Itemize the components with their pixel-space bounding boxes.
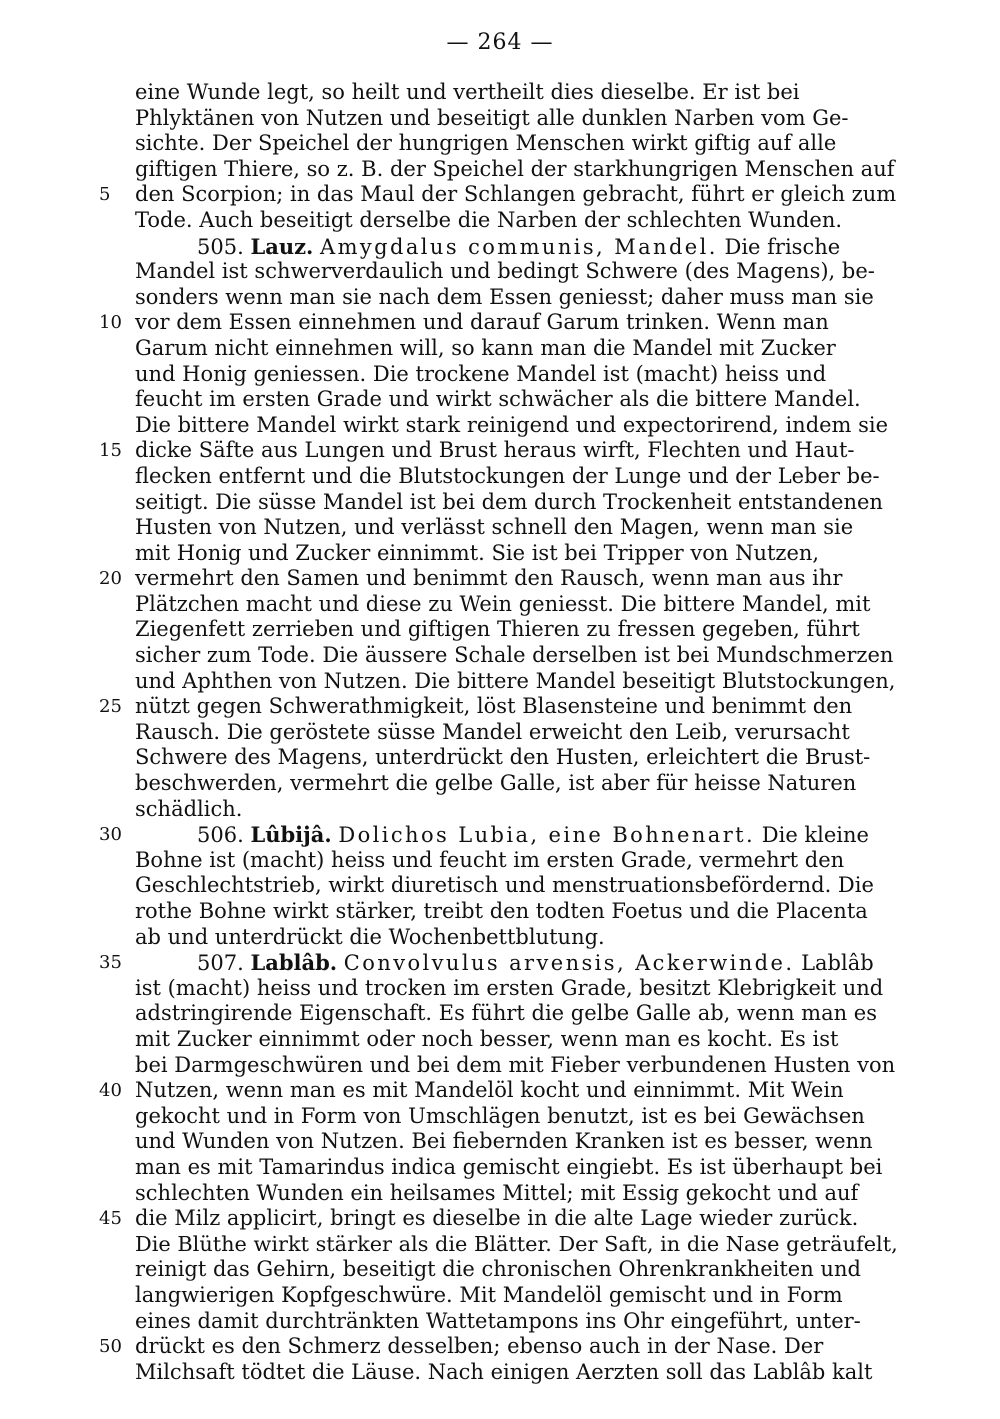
line-text: drückt es den Schmerz desselben; ebenso auch in der Nase. Der [135, 1334, 824, 1359]
line-text: Lablâb [801, 951, 874, 976]
line-text: feucht im ersten Grade und wirkt schwächer als die bittere Mandel. [135, 387, 861, 412]
line-text: Husten von Nutzen, und verlässt schnell den Magen, wenn man sie [135, 515, 854, 540]
line-text: Rausch. Die geröstete süsse Mandel erweicht den Leib, verursacht [135, 719, 850, 744]
line-number: 35 [99, 952, 122, 974]
line-text: Bohne ist (macht) heiss und feucht im ersten Grade, vermehrt den [135, 847, 845, 872]
line-text: giftigen Thiere, so z. B. der Speichel der starkhungrigen Menschen auf [135, 156, 895, 181]
line-number: 50 [99, 1336, 122, 1358]
line-content [135, 1283, 843, 1307]
line-content [135, 362, 826, 386]
line-content [135, 1104, 865, 1128]
line-content [197, 235, 840, 259]
text-line [135, 1257, 898, 1283]
line-content [197, 823, 869, 847]
line-content [135, 899, 868, 923]
text-line [135, 1155, 898, 1181]
text-line [135, 1053, 898, 1079]
line-text: den Scorpion; in das Maul der Schlangen gebracht, führt er gleich zum [135, 182, 897, 207]
text-line [135, 490, 898, 516]
text-line [99, 1206, 898, 1232]
line-text: mit Zucker einnimmt oder noch besser, wenn man es kocht. Es ist [135, 1026, 839, 1051]
line-content [135, 387, 861, 411]
line-text: nützt gegen Schwerathmigkeit, löst Blasensteine und benimmt den [135, 694, 853, 719]
text-line [135, 1232, 898, 1258]
botanical-name: Convolvulus arvensis, Ackerwinde. [343, 951, 795, 976]
line-content [135, 157, 895, 181]
line-content [135, 797, 242, 821]
line-content [135, 182, 896, 206]
line-text: Schwere des Magens, unterdrückt den Husten, erleichtert die Brust- [135, 745, 871, 770]
line-number: 25 [99, 696, 122, 718]
line-content [135, 873, 874, 897]
line-content [135, 515, 853, 539]
text-line [135, 362, 898, 388]
line-content [135, 490, 883, 514]
entry-headword: Lûbijâ. [250, 822, 332, 848]
text-line [135, 873, 898, 899]
text-line [135, 259, 898, 285]
line-text: schlechten Wunden ein heilsames Mittel; mit Essig gekocht und auf [135, 1180, 859, 1205]
line-content [135, 1309, 861, 1333]
text-line [99, 310, 898, 336]
text-line [135, 515, 898, 541]
line-text: sichte. Der Speichel der hungrigen Menschen wirkt giftig auf alle [135, 131, 837, 156]
text-line [135, 720, 898, 746]
text-line [99, 438, 898, 464]
line-text: Tode. Auch beseitigt derselbe die Narben der schlechten Wunden. [135, 207, 843, 232]
line-number: 5 [99, 184, 111, 206]
line-content [135, 617, 860, 641]
line-content [135, 1232, 898, 1256]
line-text: gekocht und in Form von Umschlägen benutzt, ist es bei Gewächsen [135, 1103, 865, 1128]
text-line [135, 1283, 898, 1309]
line-content [135, 643, 893, 667]
line-content [135, 285, 874, 309]
line-number: 15 [99, 440, 122, 462]
text-line [135, 643, 898, 669]
text-line [135, 464, 898, 490]
line-text: vermehrt den Samen und benimmt den Rausch, wenn man aus ihr [135, 566, 843, 591]
line-content [135, 745, 870, 769]
line-text: mit Honig und Zucker einnimmt. Sie ist bei Tripper von Nutzen, [135, 540, 820, 565]
line-text: Milchsaft tödtet die Läuse. Nach einigen Aerzten soll das Lablâb kalt [135, 1359, 873, 1384]
text-line [99, 950, 898, 976]
text-line [135, 1104, 898, 1130]
line-text: Nutzen, wenn man es mit Mandelöl kocht und einnimmt. Mit Wein [135, 1078, 844, 1103]
text-line [135, 976, 898, 1002]
line-text: ist (macht) heiss und trocken im ersten Grade, besitzt Klebrigkeit und [135, 975, 884, 1000]
line-text: reinigt das Gehirn, beseitigt die chronischen Ohrenkrankheiten und [135, 1257, 861, 1282]
text-line [135, 208, 898, 234]
text-line [135, 592, 898, 618]
line-text: ab und unterdrückt die Wochenbettblutung. [135, 924, 605, 949]
line-text: die Milz applicirt, bringt es dieselbe in die alte Lage wieder zurück. [135, 1206, 859, 1231]
text-line [135, 745, 898, 771]
line-text: man es mit Tamarindus indica gemischt eingiebt. Es ist überhaupt bei [135, 1154, 883, 1179]
entry-number: 507. [197, 951, 244, 976]
line-number: 10 [99, 312, 122, 334]
text-line [135, 1129, 898, 1155]
line-content [135, 80, 800, 104]
line-content [135, 1257, 861, 1281]
text-line [135, 1309, 898, 1335]
text-line [135, 797, 898, 823]
text-line [135, 1001, 898, 1027]
line-content [135, 310, 829, 334]
text-line [99, 566, 898, 592]
text-line [135, 617, 898, 643]
text-line [99, 694, 898, 720]
line-text: Mandel ist schwerverdaulich und bedingt Schwere (des Magens), be- [135, 259, 875, 284]
line-content [135, 1001, 877, 1025]
line-content [135, 259, 875, 283]
text-line [99, 1334, 898, 1360]
text-line [135, 336, 898, 362]
line-content [135, 413, 888, 437]
line-text: eines damit durchtränkten Wattetampons ins Ohr eingeführt, unter- [135, 1308, 861, 1333]
line-text: vor dem Essen einnehmen und darauf Garum trinken. Wenn man [135, 310, 829, 335]
line-text: Ziegenfett zerrieben und giftigen Thieren zu fressen gegeben, führt [135, 617, 860, 642]
page-number: — 264 — [446, 30, 554, 55]
text-line [135, 106, 898, 132]
line-content [135, 438, 855, 462]
text-line [135, 285, 898, 311]
botanical-name: Amygdalus communis, Mandel. [320, 234, 718, 259]
line-content [135, 1027, 838, 1051]
text-line [135, 80, 898, 106]
text-line [135, 925, 898, 951]
line-text: eine Wunde legt, so heilt und vertheilt dies dieselbe. Er ist bei [135, 80, 800, 104]
line-number: 20 [99, 568, 122, 590]
line-text: sonders wenn man sie nach dem Essen geniesst; daher muss man sie [135, 284, 874, 309]
text-line [135, 848, 898, 874]
line-content [135, 592, 870, 616]
line-content [135, 976, 883, 1000]
body-text [99, 80, 898, 1385]
line-content [135, 694, 852, 718]
line-content [135, 1053, 895, 1077]
line-text: und Honig geniessen. Die trockene Mandel ist (macht) heiss und [135, 361, 827, 386]
line-content [135, 1206, 858, 1230]
line-content [135, 1360, 872, 1384]
line-text: Die kleine [761, 823, 869, 848]
line-text: Garum nicht einnehmen will, so kann man die Mandel mit Zucker [135, 335, 836, 360]
line-content [135, 669, 895, 693]
text-line [135, 157, 898, 183]
text-line [135, 234, 898, 260]
text-line [135, 669, 898, 695]
line-text: Phlyktänen von Nutzen und beseitigt alle dunklen Narben vom Ge- [135, 105, 849, 130]
line-content [135, 1129, 873, 1153]
line-text: bei Darmgeschwüren und bei dem mit Fieber verbundenen Husten von [135, 1052, 896, 1077]
line-content [135, 771, 856, 795]
line-content [135, 1155, 882, 1179]
entry-headword: Lablâb. [250, 950, 338, 976]
line-text: seitigt. Die süsse Mandel ist bei dem durch Trockenheit entstandenen [135, 489, 883, 514]
line-content [135, 131, 836, 155]
line-text: rothe Bohne wirkt stärker, treibt den todten Foetus und die Placenta [135, 899, 868, 923]
line-content [135, 566, 842, 590]
line-content [135, 1334, 823, 1358]
text-line [135, 413, 898, 439]
line-content [135, 106, 849, 130]
line-text: und Aphthen von Nutzen. Die bittere Mandel beseitigt Blutstockungen, [135, 668, 896, 693]
line-text: beschwerden, vermehrt die gelbe Galle, ist aber für heisse Naturen [135, 771, 857, 796]
botanical-name: Dolichos Lubia, eine Bohnenart. [338, 823, 756, 848]
line-text: Die bittere Mandel wirkt stark reinigend und expectorirend, indem sie [135, 412, 889, 437]
line-content [135, 464, 880, 488]
text-line [135, 1181, 898, 1207]
line-number: 40 [99, 1080, 122, 1102]
text-line [99, 822, 898, 848]
line-content [135, 541, 819, 565]
line-text: flecken entfernt und die Blutstockungen der Lunge und der Leber be- [135, 463, 880, 488]
text-line [99, 1078, 898, 1104]
line-text: adstringirende Eigenschaft. Es führt die gelbe Galle ab, wenn man es [135, 1001, 878, 1026]
line-content [135, 848, 844, 872]
text-line [99, 182, 898, 208]
line-content [197, 951, 874, 975]
line-content [135, 208, 842, 232]
text-line [135, 131, 898, 157]
line-text: sicher zum Tode. Die äussere Schale derselben ist bei Mundschmerzen [135, 643, 894, 668]
line-number: 30 [99, 824, 122, 846]
line-text: Die Blüthe wirkt stärker als die Blätter. Der Saft, in die Nase geträufelt, [135, 1231, 898, 1256]
entry-number: 505. [197, 234, 244, 259]
line-text: Geschlechtstrieb, wirkt diuretisch und menstruationsbefördernd. Die [135, 873, 874, 898]
line-content [135, 925, 605, 949]
entry-number: 506. [197, 823, 244, 848]
text-line [135, 899, 898, 925]
text-line [135, 541, 898, 567]
line-content [135, 1078, 844, 1102]
line-number: 45 [99, 1208, 122, 1230]
line-text: langwierigen Kopfgeschwüre. Mit Mandelöl gemischt und in Form [135, 1282, 843, 1307]
line-content [135, 1181, 858, 1205]
line-content [135, 336, 836, 360]
line-content [135, 720, 850, 744]
entry-headword: Lauz. [250, 233, 314, 259]
line-text: Plätzchen macht und diese zu Wein geniesst. Die bittere Mandel, mit [135, 591, 871, 616]
text-line [135, 771, 898, 797]
line-text: Die frische [724, 234, 841, 259]
line-text: schädlich. [135, 796, 243, 821]
text-line [135, 1027, 898, 1053]
text-line [135, 387, 898, 413]
text-line [135, 1360, 898, 1386]
line-text: dicke Säfte aus Lungen und Brust heraus wirft, Flechten und Haut- [135, 438, 855, 463]
line-text: und Wunden von Nutzen. Bei fiebernden Kranken ist es besser, wenn [135, 1129, 873, 1154]
